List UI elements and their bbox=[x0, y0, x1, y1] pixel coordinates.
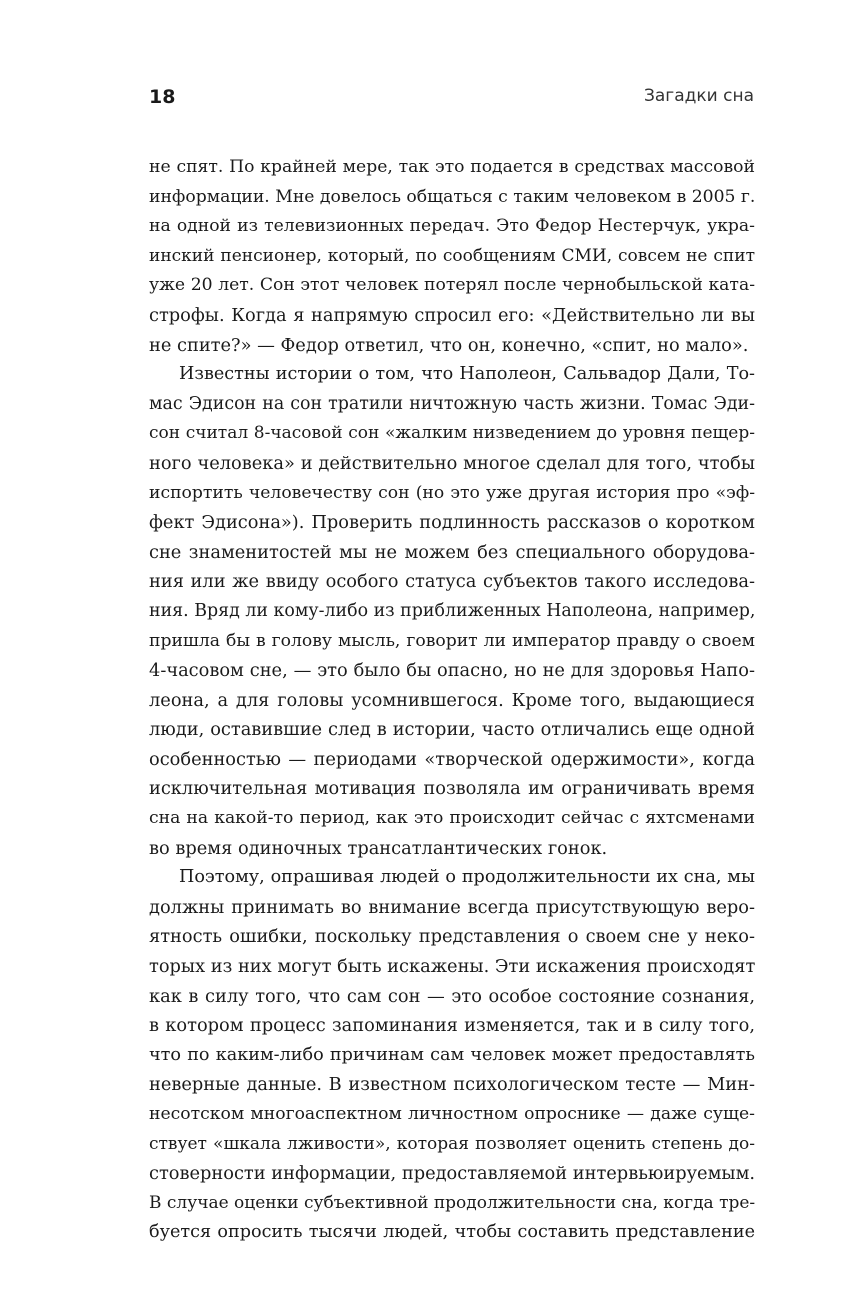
text-line: леона, а для головы усомнившегося. Кроме того, выдающиеся bbox=[149, 689, 755, 711]
text-line: испортить человечеству сон (но это уже другая история про «эф- bbox=[149, 482, 755, 503]
page-header bbox=[149, 86, 754, 114]
text-line: буется опросить тысячи людей, чтобы составить представление bbox=[149, 1222, 755, 1243]
text-line: не спите?» — Федор ответил, что он, конечно, «спит, но мало». bbox=[149, 334, 749, 356]
text-line: сна на какой-то период, как это происходит сейчас с яхтсменами bbox=[149, 808, 755, 829]
text-line: строфы. Когда я напрямую спросил его: «Действительно ли вы bbox=[149, 304, 755, 326]
text-line: во время одиночных трансатлантических гонок. bbox=[149, 837, 608, 859]
text-line: торых из них могут быть искажены. Эти искажения происходят bbox=[149, 956, 756, 978]
text-line: особенностью — периодами «творческой одержимости», когда bbox=[149, 748, 755, 770]
text-line: что по каким-либо причинам сам человек может предоставлять bbox=[149, 1044, 755, 1065]
text-line: ствует «шкала лживости», которая позволяет оценить степень до- bbox=[149, 1133, 755, 1154]
text-line: как в силу того, что сам сон — это особое состояние сознания, bbox=[149, 985, 755, 1007]
text-line: информации. Мне довелось общаться с таким человеком в 2005 г. bbox=[149, 186, 756, 207]
text-line: ного человека» и действительно многое сделал для того, чтобы bbox=[149, 452, 755, 474]
text-line: несотском многоаспектном личностном опроснике — даже суще- bbox=[149, 1104, 755, 1124]
text-line: стоверности информации, предоставляемой интервьюируемым. bbox=[149, 1163, 756, 1185]
text-line: ния. Вряд ли кому-либо из приближенных Наполеона, например, bbox=[149, 600, 756, 621]
text-line: уже 20 лет. Сон этот человек потерял после чернобыльской ката- bbox=[149, 275, 755, 296]
running-title: Загадки сна bbox=[643, 86, 754, 106]
text-line: 4-часовом сне, — это было бы опасно, но не для здоровья Напо- bbox=[149, 660, 755, 682]
text-line: люди, оставившие след в истории, часто отличались еще одной bbox=[149, 719, 755, 741]
text-line: в котором процесс запоминания изменяется, так и в силу того, bbox=[149, 1015, 755, 1037]
text-line: на одной из телевизионных передач. Это Федор Нестерчук, укра- bbox=[149, 216, 755, 237]
text-line: Известны истории о том, что Наполеон, Сальвадор Дали, То- bbox=[179, 364, 755, 385]
text-line: В случае оценки субъективной продолжительности сна, когда тре- bbox=[149, 1192, 756, 1213]
text-line: исключительная мотивация позволяла им ограничивать время bbox=[149, 778, 755, 800]
body-text bbox=[149, 153, 755, 1248]
text-line: сон считал 8-часовой сон «жалким низведением до уровня пещер- bbox=[149, 423, 755, 444]
page-number: 18 bbox=[149, 86, 176, 108]
text-line: ния или же ввиду особого статуса субъектов такого исследова- bbox=[149, 571, 755, 593]
text-line: сне знаменитостей мы не можем без специального оборудова- bbox=[149, 541, 755, 563]
text-line: мас Эдисон на сон тратили ничтожную часть жизни. Томас Эди- bbox=[149, 393, 755, 414]
text-line: ятность ошибки, поскольку представления о своем сне у неко- bbox=[149, 926, 755, 948]
text-line: Поэтому, опрашивая людей о продолжительности их сна, мы bbox=[179, 867, 755, 888]
text-line: не спят. По крайней мере, так это подается в средствах массовой bbox=[149, 157, 755, 177]
text-line: инский пенсионер, который, по сообщениям СМИ, совсем не спит bbox=[149, 245, 755, 266]
text-line: пришла бы в голову мысль, говорит ли император правду о своем bbox=[149, 630, 755, 651]
text-line: фект Эдисона»). Проверить подлинность рассказов о коротком bbox=[149, 512, 755, 534]
text-line: неверные данные. В известном психологическом тесте — Мин- bbox=[149, 1074, 755, 1096]
text-line: должны принимать во внимание всегда присутствующую веро- bbox=[149, 896, 755, 918]
